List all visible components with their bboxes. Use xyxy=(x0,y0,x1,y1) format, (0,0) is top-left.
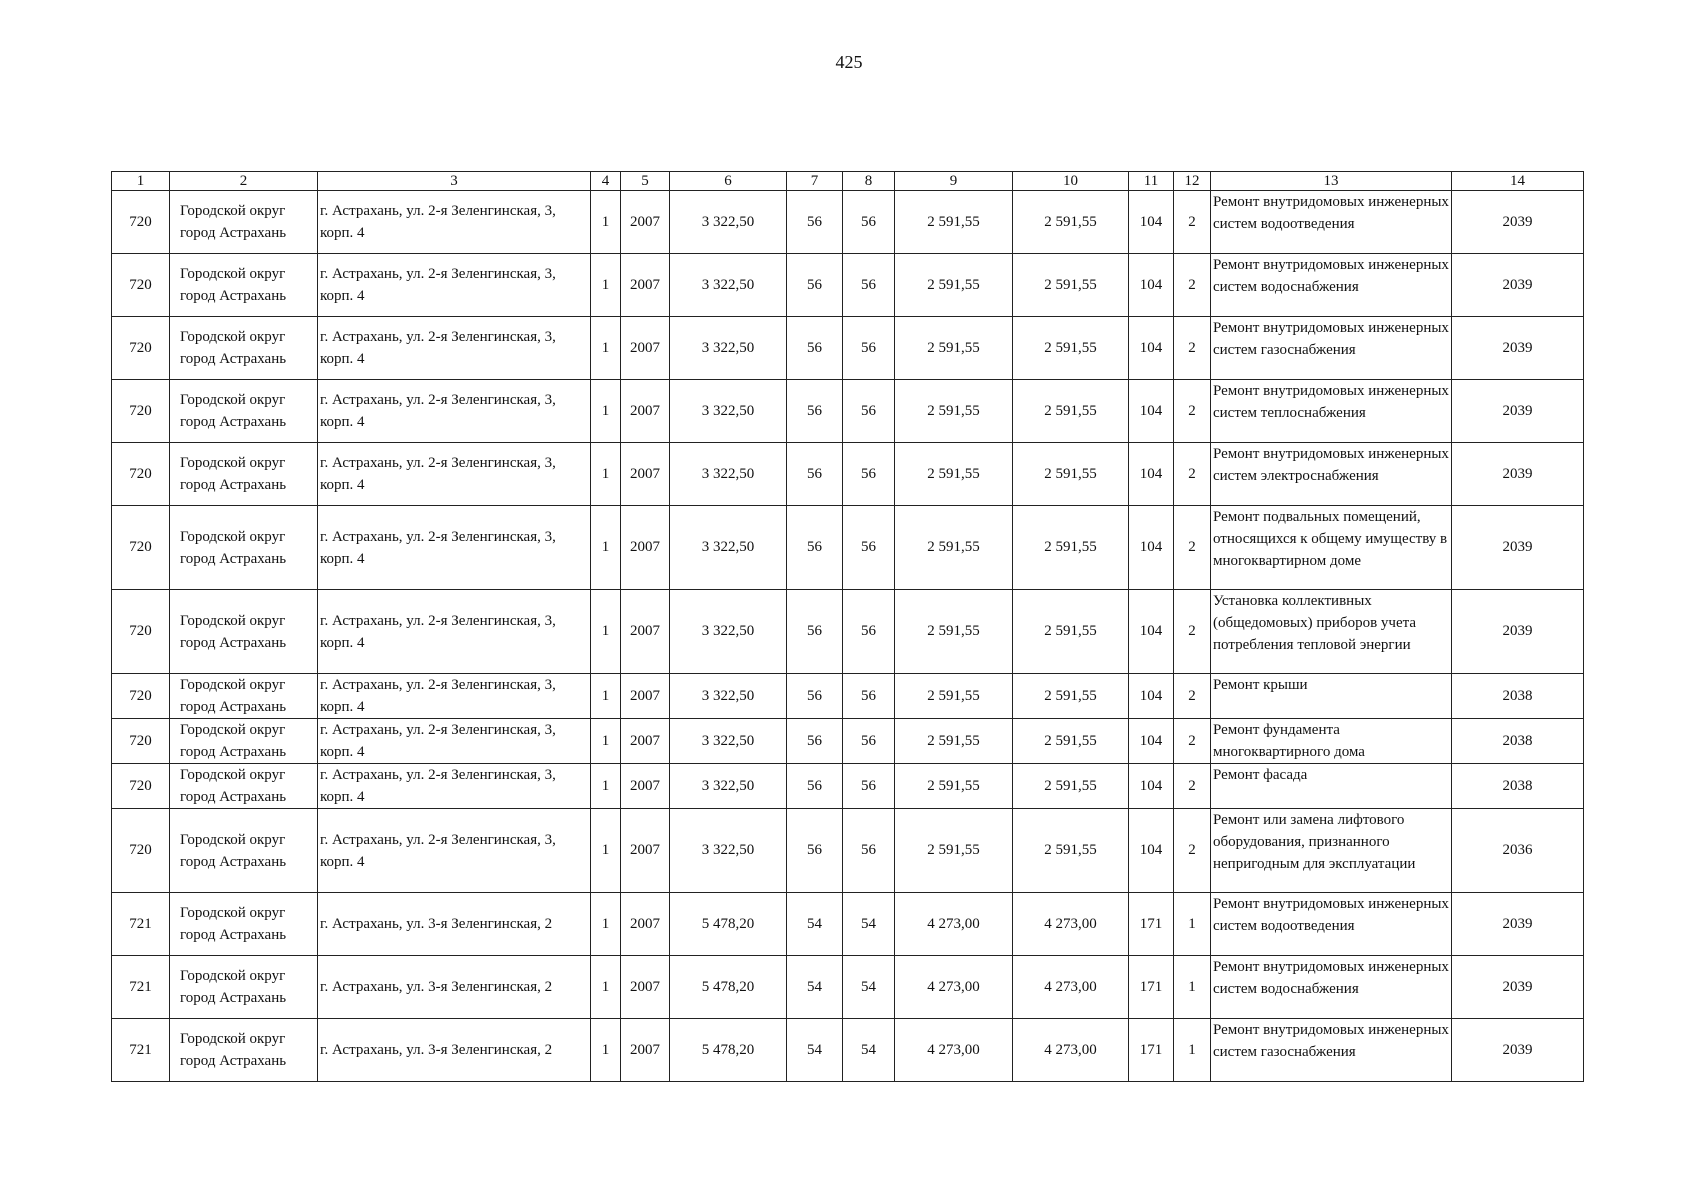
table-cell-col-14: 2039 xyxy=(1452,893,1584,956)
table-cell-col-4: 1 xyxy=(591,764,621,809)
table-cell-col-11: 104 xyxy=(1129,590,1174,674)
table-cell-col-4: 1 xyxy=(591,956,621,1019)
table-cell-col-11: 171 xyxy=(1129,956,1174,1019)
table-cell-col-8: 54 xyxy=(843,956,895,1019)
table-cell-col-13: Ремонт внутридомовых инженерных систем электроснабжения xyxy=(1211,443,1452,506)
table-cell-col-4: 1 xyxy=(591,317,621,380)
table-cell-col-9: 2 591,55 xyxy=(895,443,1013,506)
table-cell-col-8: 56 xyxy=(843,191,895,254)
table-cell-col-4: 1 xyxy=(591,590,621,674)
table-cell-col-4: 1 xyxy=(591,1019,621,1082)
table-cell-col-12: 2 xyxy=(1174,719,1211,764)
table-cell-col-4: 1 xyxy=(591,380,621,443)
table-cell-col-6: 3 322,50 xyxy=(670,443,787,506)
table-cell-col-11: 171 xyxy=(1129,1019,1174,1082)
table-cell-col-6: 3 322,50 xyxy=(670,506,787,590)
table-cell-col-14: 2039 xyxy=(1452,590,1584,674)
table-cell-col-10: 2 591,55 xyxy=(1013,764,1129,809)
column-header: 1 xyxy=(112,172,170,191)
table-cell-col-10: 2 591,55 xyxy=(1013,254,1129,317)
table-cell-col-1: 720 xyxy=(112,506,170,590)
table-cell-col-8: 56 xyxy=(843,506,895,590)
table-cell-col-8: 56 xyxy=(843,590,895,674)
table-cell-col-4: 1 xyxy=(591,506,621,590)
table-cell-col-3: г. Астрахань, ул. 2-я Зеленгинская, 3, корп. 4 xyxy=(318,764,591,809)
table-cell-col-14: 2039 xyxy=(1452,380,1584,443)
table-cell-col-3: г. Астрахань, ул. 2-я Зеленгинская, 3, корп. 4 xyxy=(318,380,591,443)
table-cell-col-13: Ремонт внутридомовых инженерных систем водоснабжения xyxy=(1211,254,1452,317)
table-cell-col-12: 2 xyxy=(1174,317,1211,380)
table-cell-col-14: 2039 xyxy=(1452,317,1584,380)
column-header: 12 xyxy=(1174,172,1211,191)
table-cell-col-7: 56 xyxy=(787,590,843,674)
table-cell-col-2: Городской округ город Астрахань xyxy=(170,443,318,506)
table-cell-col-2: Городской округ город Астрахань xyxy=(170,191,318,254)
table-cell-col-2: Городской округ город Астрахань xyxy=(170,893,318,956)
column-header: 2 xyxy=(170,172,318,191)
column-number-row xyxy=(112,172,1584,191)
table-cell-col-6: 3 322,50 xyxy=(670,809,787,893)
table-cell-col-11: 104 xyxy=(1129,674,1174,719)
table-cell-col-13: Ремонт внутридомовых инженерных систем водоотведения xyxy=(1211,893,1452,956)
table-cell-col-11: 104 xyxy=(1129,254,1174,317)
table-row xyxy=(112,590,1584,674)
table-cell-col-4: 1 xyxy=(591,674,621,719)
column-header: 14 xyxy=(1452,172,1584,191)
table-row xyxy=(112,506,1584,590)
table-cell-col-14: 2039 xyxy=(1452,191,1584,254)
table-cell-col-4: 1 xyxy=(591,893,621,956)
table-cell-col-1: 720 xyxy=(112,674,170,719)
column-header: 5 xyxy=(621,172,670,191)
table-cell-col-11: 104 xyxy=(1129,380,1174,443)
table-cell-col-3: г. Астрахань, ул. 2-я Зеленгинская, 3, корп. 4 xyxy=(318,254,591,317)
table-cell-col-13: Ремонт внутридомовых инженерных систем газоснабжения xyxy=(1211,317,1452,380)
table-cell-col-6: 3 322,50 xyxy=(670,317,787,380)
table-cell-col-12: 2 xyxy=(1174,506,1211,590)
table-cell-col-10: 2 591,55 xyxy=(1013,719,1129,764)
table-cell-col-14: 2039 xyxy=(1452,443,1584,506)
table-cell-col-2: Городской округ город Астрахань xyxy=(170,809,318,893)
table-cell-col-2: Городской округ город Астрахань xyxy=(170,380,318,443)
table-cell-col-9: 2 591,55 xyxy=(895,809,1013,893)
table-cell-col-12: 1 xyxy=(1174,956,1211,1019)
table-cell-col-2: Городской округ город Астрахань xyxy=(170,764,318,809)
table-cell-col-3: г. Астрахань, ул. 2-я Зеленгинская, 3, корп. 4 xyxy=(318,443,591,506)
table-cell-col-14: 2039 xyxy=(1452,254,1584,317)
table-cell-col-7: 56 xyxy=(787,380,843,443)
table-row xyxy=(112,893,1584,956)
table-cell-col-13: Ремонт внутридомовых инженерных систем водоотведения xyxy=(1211,191,1452,254)
table-cell-col-5: 2007 xyxy=(621,809,670,893)
table-row xyxy=(112,719,1584,764)
table-cell-col-2: Городской округ город Астрахань xyxy=(170,1019,318,1082)
column-header: 9 xyxy=(895,172,1013,191)
table-cell-col-7: 56 xyxy=(787,191,843,254)
table-cell-col-9: 2 591,55 xyxy=(895,590,1013,674)
table-cell-col-11: 104 xyxy=(1129,809,1174,893)
table-cell-col-12: 2 xyxy=(1174,254,1211,317)
table-cell-col-1: 721 xyxy=(112,956,170,1019)
table-cell-col-7: 56 xyxy=(787,317,843,380)
table-cell-col-12: 2 xyxy=(1174,590,1211,674)
table-cell-col-10: 2 591,55 xyxy=(1013,317,1129,380)
column-header: 6 xyxy=(670,172,787,191)
table-cell-col-8: 56 xyxy=(843,764,895,809)
table-cell-col-11: 104 xyxy=(1129,443,1174,506)
table-cell-col-3: г. Астрахань, ул. 2-я Зеленгинская, 3, корп. 4 xyxy=(318,674,591,719)
table-cell-col-9: 2 591,55 xyxy=(895,674,1013,719)
table-cell-col-13: Ремонт внутридомовых инженерных систем водоснабжения xyxy=(1211,956,1452,1019)
table-cell-col-3: г. Астрахань, ул. 2-я Зеленгинская, 3, корп. 4 xyxy=(318,506,591,590)
table-cell-col-10: 2 591,55 xyxy=(1013,443,1129,506)
table-cell-col-14: 2038 xyxy=(1452,764,1584,809)
table-cell-col-3: г. Астрахань, ул. 3-я Зеленгинская, 2 xyxy=(318,893,591,956)
table-row xyxy=(112,191,1584,254)
table-cell-col-11: 171 xyxy=(1129,893,1174,956)
table-cell-col-11: 104 xyxy=(1129,719,1174,764)
table-cell-col-5: 2007 xyxy=(621,443,670,506)
table-cell-col-3: г. Астрахань, ул. 3-я Зеленгинская, 2 xyxy=(318,956,591,1019)
table-cell-col-6: 3 322,50 xyxy=(670,380,787,443)
table-cell-col-4: 1 xyxy=(591,719,621,764)
column-header: 3 xyxy=(318,172,591,191)
capital-repair-table xyxy=(111,171,1584,1082)
table-cell-col-13: Ремонт внутридомовых инженерных систем газоснабжения xyxy=(1211,1019,1452,1082)
table-cell-col-1: 720 xyxy=(112,719,170,764)
table-cell-col-6: 3 322,50 xyxy=(670,254,787,317)
table-cell-col-5: 2007 xyxy=(621,764,670,809)
table-cell-col-6: 3 322,50 xyxy=(670,590,787,674)
table-cell-col-5: 2007 xyxy=(621,956,670,1019)
table-cell-col-8: 56 xyxy=(843,254,895,317)
table-cell-col-3: г. Астрахань, ул. 3-я Зеленгинская, 2 xyxy=(318,1019,591,1082)
table-cell-col-5: 2007 xyxy=(621,893,670,956)
table-cell-col-6: 3 322,50 xyxy=(670,719,787,764)
table-cell-col-10: 2 591,55 xyxy=(1013,191,1129,254)
table-cell-col-11: 104 xyxy=(1129,191,1174,254)
table-cell-col-7: 56 xyxy=(787,443,843,506)
table-cell-col-14: 2038 xyxy=(1452,674,1584,719)
table-cell-col-7: 56 xyxy=(787,719,843,764)
column-header: 4 xyxy=(591,172,621,191)
table-cell-col-2: Городской округ город Астрахань xyxy=(170,506,318,590)
table-cell-col-3: г. Астрахань, ул. 2-я Зеленгинская, 3, корп. 4 xyxy=(318,719,591,764)
table-cell-col-2: Городской округ город Астрахань xyxy=(170,317,318,380)
column-header: 11 xyxy=(1129,172,1174,191)
table-cell-col-12: 2 xyxy=(1174,380,1211,443)
table-cell-col-9: 4 273,00 xyxy=(895,1019,1013,1082)
table-cell-col-6: 5 478,20 xyxy=(670,956,787,1019)
table-cell-col-6: 5 478,20 xyxy=(670,1019,787,1082)
column-header: 10 xyxy=(1013,172,1129,191)
table-row xyxy=(112,764,1584,809)
table-cell-col-1: 720 xyxy=(112,254,170,317)
table-cell-col-8: 54 xyxy=(843,893,895,956)
table-cell-col-8: 56 xyxy=(843,380,895,443)
table-cell-col-14: 2039 xyxy=(1452,1019,1584,1082)
table-cell-col-14: 2039 xyxy=(1452,506,1584,590)
table-cell-col-6: 3 322,50 xyxy=(670,191,787,254)
table-cell-col-1: 720 xyxy=(112,443,170,506)
table-cell-col-5: 2007 xyxy=(621,380,670,443)
table-cell-col-4: 1 xyxy=(591,191,621,254)
table-cell-col-7: 56 xyxy=(787,254,843,317)
table-cell-col-2: Городской округ город Астрахань xyxy=(170,719,318,764)
table-cell-col-5: 2007 xyxy=(621,590,670,674)
table-cell-col-8: 56 xyxy=(843,443,895,506)
table-cell-col-5: 2007 xyxy=(621,506,670,590)
table-cell-col-14: 2039 xyxy=(1452,956,1584,1019)
table-cell-col-8: 56 xyxy=(843,674,895,719)
table-cell-col-6: 3 322,50 xyxy=(670,764,787,809)
table-cell-col-12: 1 xyxy=(1174,893,1211,956)
table-cell-col-5: 2007 xyxy=(621,191,670,254)
table-cell-col-7: 56 xyxy=(787,764,843,809)
table-cell-col-1: 720 xyxy=(112,764,170,809)
table-row xyxy=(112,443,1584,506)
table-cell-col-1: 720 xyxy=(112,191,170,254)
table-cell-col-12: 2 xyxy=(1174,443,1211,506)
table-cell-col-5: 2007 xyxy=(621,674,670,719)
page-number: 425 xyxy=(835,52,863,72)
table-cell-col-10: 2 591,55 xyxy=(1013,590,1129,674)
table-body xyxy=(112,191,1584,1082)
table-cell-col-3: г. Астрахань, ул. 2-я Зеленгинская, 3, корп. 4 xyxy=(318,191,591,254)
table-cell-col-14: 2036 xyxy=(1452,809,1584,893)
table-row xyxy=(112,1019,1584,1082)
table-cell-col-6: 3 322,50 xyxy=(670,674,787,719)
table-row xyxy=(112,380,1584,443)
table-cell-col-14: 2038 xyxy=(1452,719,1584,764)
table-cell-col-2: Городской округ город Астрахань xyxy=(170,674,318,719)
column-header: 13 xyxy=(1211,172,1452,191)
table-cell-col-5: 2007 xyxy=(621,719,670,764)
table-cell-col-1: 720 xyxy=(112,590,170,674)
table-cell-col-9: 2 591,55 xyxy=(895,191,1013,254)
table-cell-col-9: 4 273,00 xyxy=(895,893,1013,956)
table-cell-col-9: 2 591,55 xyxy=(895,254,1013,317)
table-cell-col-9: 2 591,55 xyxy=(895,380,1013,443)
table-row xyxy=(112,809,1584,893)
table-cell-col-10: 4 273,00 xyxy=(1013,956,1129,1019)
table-row xyxy=(112,254,1584,317)
table-cell-col-10: 4 273,00 xyxy=(1013,1019,1129,1082)
table-cell-col-12: 1 xyxy=(1174,1019,1211,1082)
table-cell-col-11: 104 xyxy=(1129,764,1174,809)
table-cell-col-1: 720 xyxy=(112,380,170,443)
table-cell-col-8: 56 xyxy=(843,317,895,380)
table-cell-col-2: Городской округ город Астрахань xyxy=(170,590,318,674)
table-cell-col-13: Ремонт фасада xyxy=(1211,764,1452,809)
table-cell-col-7: 56 xyxy=(787,809,843,893)
table-cell-col-9: 2 591,55 xyxy=(895,719,1013,764)
table-cell-col-12: 2 xyxy=(1174,809,1211,893)
table-cell-col-7: 54 xyxy=(787,1019,843,1082)
table-cell-col-10: 2 591,55 xyxy=(1013,380,1129,443)
table-row xyxy=(112,317,1584,380)
table-cell-col-9: 2 591,55 xyxy=(895,764,1013,809)
table-cell-col-10: 2 591,55 xyxy=(1013,809,1129,893)
table-cell-col-3: г. Астрахань, ул. 2-я Зеленгинская, 3, корп. 4 xyxy=(318,590,591,674)
column-header: 8 xyxy=(843,172,895,191)
table-cell-col-13: Ремонт подвальных помещений, относящихся к общему имуществу в многоквартирном доме xyxy=(1211,506,1452,590)
table-cell-col-11: 104 xyxy=(1129,317,1174,380)
table-cell-col-7: 56 xyxy=(787,674,843,719)
table-row xyxy=(112,956,1584,1019)
table-cell-col-12: 2 xyxy=(1174,191,1211,254)
table-cell-col-1: 721 xyxy=(112,1019,170,1082)
table-cell-col-13: Ремонт внутридомовых инженерных систем теплоснабжения xyxy=(1211,380,1452,443)
table-cell-col-7: 54 xyxy=(787,893,843,956)
table-cell-col-9: 4 273,00 xyxy=(895,956,1013,1019)
table-cell-col-13: Ремонт фундамента многоквартирного дома xyxy=(1211,719,1452,764)
table-cell-col-1: 720 xyxy=(112,317,170,380)
table-cell-col-10: 4 273,00 xyxy=(1013,893,1129,956)
table-cell-col-9: 2 591,55 xyxy=(895,317,1013,380)
table-cell-col-8: 56 xyxy=(843,809,895,893)
table-cell-col-4: 1 xyxy=(591,809,621,893)
table-cell-col-10: 2 591,55 xyxy=(1013,506,1129,590)
table-cell-col-11: 104 xyxy=(1129,506,1174,590)
column-header: 7 xyxy=(787,172,843,191)
table-cell-col-12: 2 xyxy=(1174,674,1211,719)
table-cell-col-6: 5 478,20 xyxy=(670,893,787,956)
table-cell-col-4: 1 xyxy=(591,443,621,506)
table-cell-col-1: 721 xyxy=(112,893,170,956)
table-cell-col-2: Городской округ город Астрахань xyxy=(170,254,318,317)
table-cell-col-3: г. Астрахань, ул. 2-я Зеленгинская, 3, корп. 4 xyxy=(318,809,591,893)
table-cell-col-13: Ремонт или замена лифтового оборудования, признанного непригодным для эксплуатации xyxy=(1211,809,1452,893)
table-cell-col-5: 2007 xyxy=(621,1019,670,1082)
table-cell-col-8: 56 xyxy=(843,719,895,764)
table-cell-col-5: 2007 xyxy=(621,254,670,317)
table-cell-col-2: Городской округ город Астрахань xyxy=(170,956,318,1019)
table-cell-col-7: 56 xyxy=(787,506,843,590)
table-cell-col-4: 1 xyxy=(591,254,621,317)
table-cell-col-5: 2007 xyxy=(621,317,670,380)
table-cell-col-10: 2 591,55 xyxy=(1013,674,1129,719)
table-cell-col-13: Установка коллективных (общедомовых) приборов учета потребления тепловой энергии xyxy=(1211,590,1452,674)
table-cell-col-1: 720 xyxy=(112,809,170,893)
table-cell-col-9: 2 591,55 xyxy=(895,506,1013,590)
table-cell-col-3: г. Астрахань, ул. 2-я Зеленгинская, 3, корп. 4 xyxy=(318,317,591,380)
table-cell-col-8: 54 xyxy=(843,1019,895,1082)
table-row xyxy=(112,674,1584,719)
table-cell-col-12: 2 xyxy=(1174,764,1211,809)
table-cell-col-7: 54 xyxy=(787,956,843,1019)
table-cell-col-13: Ремонт крыши xyxy=(1211,674,1452,719)
